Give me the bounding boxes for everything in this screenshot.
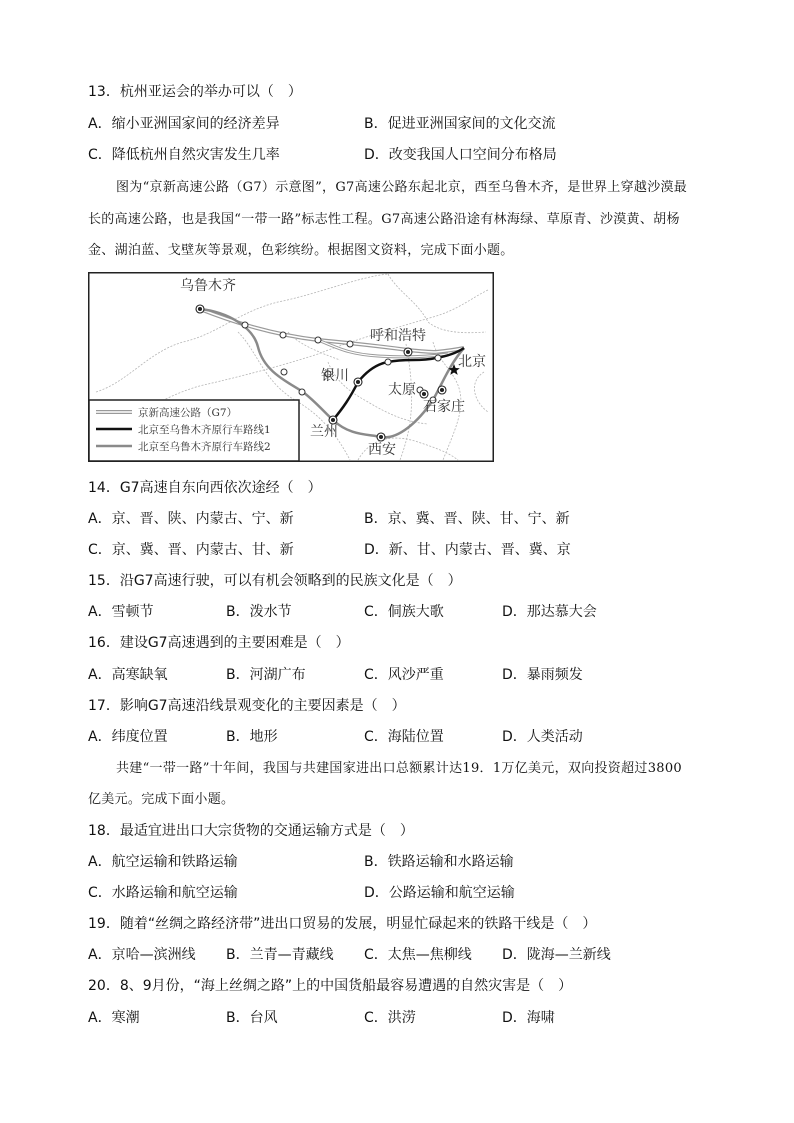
q18-stem: 18．最适宜进出口大宗货物的交通运输方式是（ ） [88, 823, 414, 839]
q20-option-d: D．海啸 [502, 1010, 555, 1026]
intro2-line2: 亿美元。完成下面小题。 [88, 792, 235, 807]
q18-option-d: D．公路运输和航空运输 [364, 885, 515, 901]
q15-stem: 15．沿G7高速行驶，可以有机会领略到的民族文化是（ ） [88, 573, 462, 589]
q13-option-c: C．降低杭州自然灾害发生几率 [88, 147, 280, 163]
city-label-yinchuan: 银川 [321, 368, 349, 384]
city-label-hohhot: 呼和浩特 [370, 328, 426, 344]
q19-option-c: C．太焦—焦柳线 [364, 947, 472, 963]
q19-option-a: A．京哈—滨洲线 [88, 947, 196, 963]
intro1-line1: 图为“京新高速公路（G7）示意图”，G7高速公路东起北京，西至乌鲁木齐，是世界上穿越沙漠最 [116, 180, 688, 195]
q14-option-b: B．京、冀、晋、陕、甘、宁、新 [364, 511, 570, 527]
q16-option-c: C．风沙严重 [364, 667, 444, 683]
q15-option-c: C．侗族大歌 [364, 604, 444, 620]
q20-option-a: A．寒潮 [88, 1010, 140, 1026]
q18-option-c: C．水路运输和航空运输 [88, 885, 238, 901]
q14-stem: 14．G7高速自东向西依次途经（ ） [88, 480, 322, 496]
q13-option-a: A．缩小亚洲国家间的经济差异 [88, 116, 280, 132]
q18-option-a: A．航空运输和铁路运输 [88, 854, 238, 870]
city-label-urumqi: 乌鲁木齐 [180, 278, 236, 294]
q17-option-c: C．海陆位置 [364, 729, 444, 745]
q14-option-d: D．新、甘、内蒙古、晋、冀、京 [364, 542, 571, 558]
q13-option-b: B．促进亚洲国家间的文化交流 [364, 116, 556, 132]
q16-option-d: D．暴雨频发 [502, 667, 583, 683]
q16-stem: 16．建设G7高速遇到的主要困难是（ ） [88, 635, 350, 651]
city-label-shijiazhuang: 石家庄 [423, 399, 465, 415]
intro1-line3: 金、湖泊蓝、戈壁灰等景观，色彩缤纷。根据图文资料，完成下面小题。 [88, 243, 514, 258]
legend-label-route1: 北京至乌鲁木齐原行车路线1 [138, 424, 271, 436]
q20-stem: 20．8、9月份，“海上丝绸之路”上的中国货船最容易遭遇的自然灾害是（ ） [88, 978, 573, 994]
q15-option-d: D．那达慕大会 [502, 604, 597, 620]
q17-option-a: A．纬度位置 [88, 729, 168, 745]
city-label-xian: 西安 [368, 442, 396, 458]
q15-option-a: A．雪顿节 [88, 604, 154, 620]
q17-stem: 17．影响G7高速沿线景观变化的主要因素是（ ） [88, 698, 406, 714]
q19-option-d: D．陇海—兰新线 [502, 947, 611, 963]
legend-label-g7: 京新高速公路（G7） [138, 407, 238, 419]
q16-option-a: A．高寒缺氧 [88, 667, 168, 683]
q19-stem: 19．随着“丝绸之路经济带”进出口贸易的发展，明显忙碌起来的铁路干线是（ ） [88, 916, 597, 932]
intro2-line1: 共建“一带一路”十年间，我国与共建国家进出口总额累计达19．1万亿美元，双向投资超过3800 [116, 761, 682, 776]
city-label-taiyuan: 太原 [388, 382, 416, 398]
city-label-beijing: 北京 [458, 354, 486, 370]
q13-stem: 13．杭州亚运会的举办可以（ ） [88, 84, 302, 100]
q19-option-b: B．兰青—青藏线 [226, 947, 334, 963]
legend-label-route2: 北京至乌鲁木齐原行车路线2 [138, 441, 271, 453]
q17-option-d: D．人类活动 [502, 729, 583, 745]
q16-option-b: B．河湖广布 [226, 667, 306, 683]
g7-route-map [88, 272, 494, 462]
q20-option-c: C．洪涝 [364, 1010, 416, 1026]
q14-option-a: A．京、晋、陕、内蒙古、宁、新 [88, 511, 294, 527]
q18-option-b: B．铁路运输和水路运输 [364, 854, 514, 870]
map-legend [89, 400, 299, 461]
q17-option-b: B．地形 [226, 729, 278, 745]
q13-option-d: D．改变我国人口空间分布格局 [364, 147, 557, 163]
q15-option-b: B．泼水节 [226, 604, 292, 620]
q14-option-c: C．京、冀、晋、内蒙古、甘、新 [88, 542, 294, 558]
intro1-line2: 长的高速公路，也是我国“一带一路”标志性工程。G7高速公路沿途有林海绿、草原青、沙漠黄、胡杨 [88, 212, 680, 227]
q20-option-b: B．台风 [226, 1010, 278, 1026]
city-label-lanzhou: 兰州 [310, 424, 338, 440]
